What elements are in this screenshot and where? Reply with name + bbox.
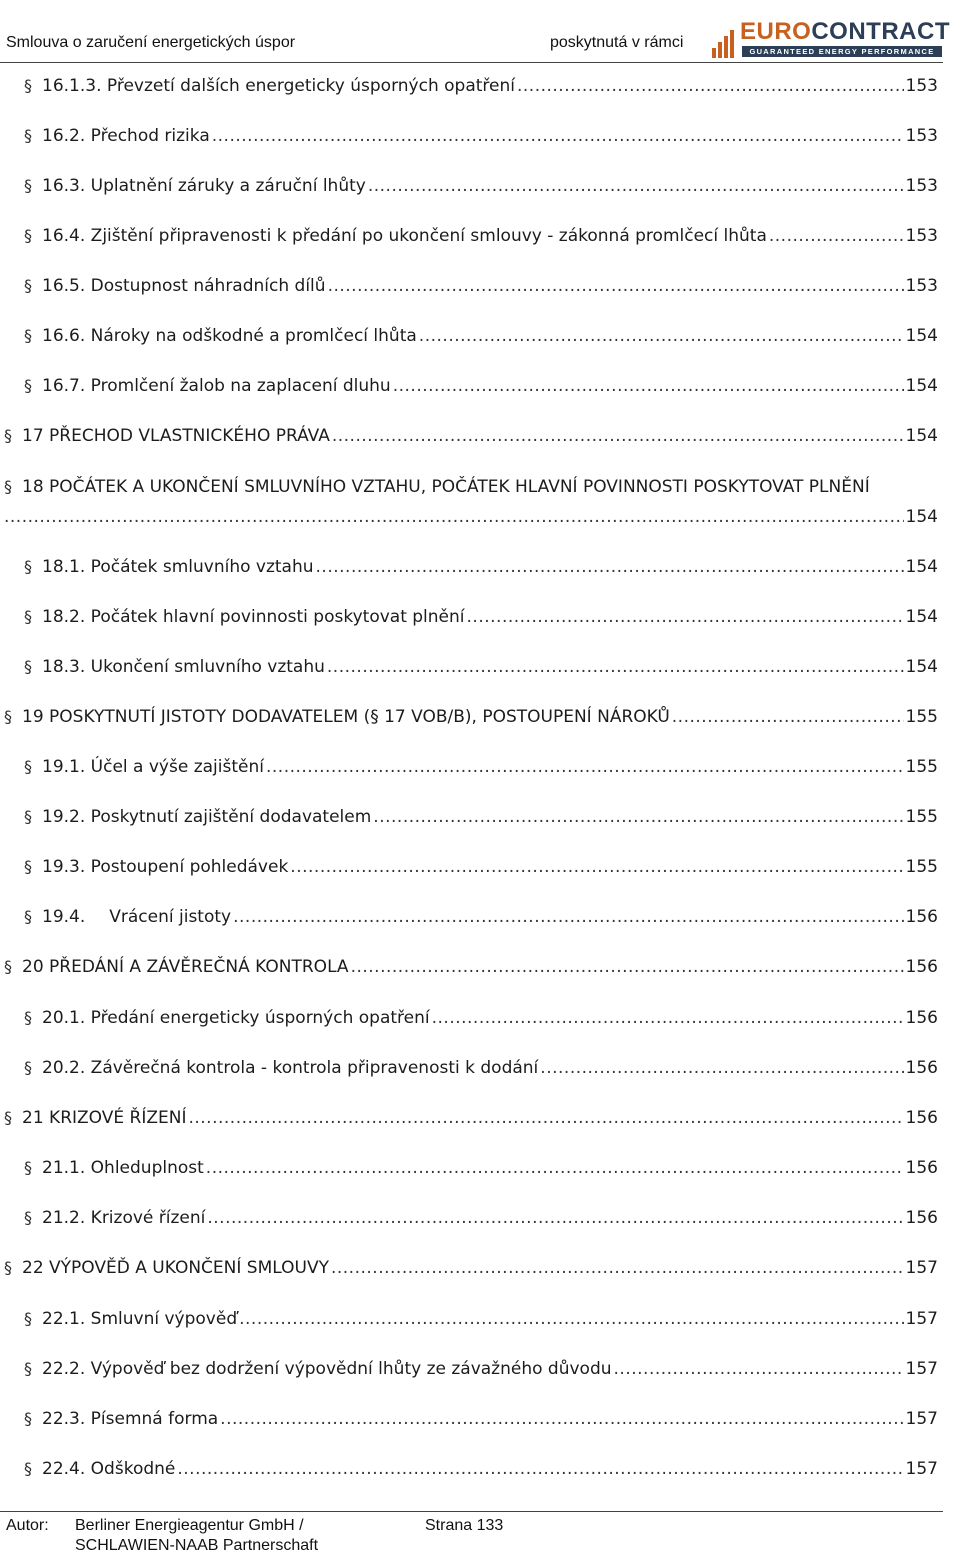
section-sign-icon: §: [24, 76, 32, 95]
toc-entry[interactable]: [0, 957, 938, 989]
toc-entry[interactable]: [0, 607, 938, 639]
toc-entry[interactable]: [0, 1409, 938, 1441]
section-sign-icon: §: [24, 1158, 32, 1177]
toc-page-number: 153: [905, 126, 938, 146]
toc-entry[interactable]: [0, 1258, 938, 1290]
section-sign-icon: §: [24, 657, 32, 676]
toc-entry-title: 20.1. Předání energeticky úsporných opatření: [42, 1008, 430, 1028]
toc-page-number: 156: [905, 907, 938, 927]
toc-entry-title: 21 KRIZOVÉ ŘÍZENÍ: [22, 1108, 187, 1128]
section-sign-icon: §: [24, 1409, 32, 1428]
toc-leader: [328, 276, 904, 296]
toc-leader: [207, 1208, 903, 1228]
toc-leader: [239, 1309, 903, 1329]
toc-leader: [233, 907, 903, 927]
toc-leader: [769, 226, 904, 246]
toc-page-number: 154: [905, 376, 938, 396]
footer-author-line1: Berliner Energieagentur GmbH /: [75, 1517, 304, 1534]
section-sign-icon: §: [24, 1359, 32, 1378]
eurocontract-logo: [712, 18, 950, 58]
toc-page-number: 157: [905, 1409, 938, 1429]
toc-entry[interactable]: [0, 1158, 938, 1190]
section-sign-icon: §: [4, 477, 12, 496]
section-sign-icon: §: [4, 707, 12, 726]
toc-entry-title: 16.4. Zjištění připravenosti k předání po ukončení smlouvy - zákonná promlčecí lhůta: [42, 226, 767, 246]
toc-entry-title: 18 POČÁTEK A UKONČENÍ SMLUVNÍHO VZTAHU, POČÁTEK HLAVNÍ POVINNOSTI POSKYTOVAT PLNĚNÍ: [22, 477, 870, 497]
toc-entry-title: 22.1. Smluvní výpověď: [42, 1309, 238, 1329]
toc-leader: [419, 326, 904, 346]
section-sign-icon: §: [24, 1208, 32, 1227]
toc-leader: [177, 1459, 903, 1479]
toc-entry-title: 19.4. Vrácení jistoty: [42, 907, 232, 927]
section-sign-icon: §: [24, 907, 32, 926]
section-sign-icon: §: [4, 426, 12, 445]
toc-entry[interactable]: [0, 907, 938, 939]
toc-page-number: 153: [905, 226, 938, 246]
toc-page-number: 153: [905, 76, 938, 96]
logo-tagline: GUARANTEED ENERGY PERFORMANCE: [742, 46, 942, 57]
toc-entry[interactable]: [0, 126, 938, 158]
section-sign-icon: §: [24, 376, 32, 395]
section-sign-icon: §: [24, 1309, 32, 1328]
toc-leader: [327, 657, 904, 677]
toc-leader: [517, 76, 904, 96]
toc-leader: [266, 757, 904, 777]
toc-leader: [432, 1008, 904, 1028]
toc-leader: [331, 1258, 904, 1278]
section-sign-icon: §: [24, 757, 32, 776]
toc-page-number: 156: [905, 1108, 938, 1128]
toc-entry[interactable]: [0, 326, 938, 358]
toc-leader: [393, 376, 904, 396]
toc-page-number: 156: [905, 957, 938, 977]
toc-entry-title: 16.6. Nároky na odškodné a promlčecí lhůta: [42, 326, 417, 346]
section-sign-icon: §: [24, 807, 32, 826]
toc-page-number: 155: [905, 807, 938, 827]
toc-entry[interactable]: [0, 807, 938, 839]
toc-entry-title: 17 PŘECHOD VLASTNICKÉHO PRÁVA: [22, 426, 330, 446]
toc-entry-title: 22 VÝPOVĚĎ A UKONČENÍ SMLOUVY: [22, 1258, 329, 1278]
toc-page-number: 155: [905, 757, 938, 777]
toc-entry-title: 20 PŘEDÁNÍ A ZÁVĚREČNÁ KONTROLA: [22, 957, 349, 977]
toc-entry[interactable]: [0, 376, 938, 408]
toc-entry-title: 21.1. Ohleduplnost: [42, 1158, 204, 1178]
toc-entry[interactable]: [0, 657, 938, 689]
footer-divider: [0, 1511, 943, 1512]
section-sign-icon: §: [4, 957, 12, 976]
toc-entry[interactable]: [0, 76, 938, 108]
toc-entry-title: 19.1. Účel a výše zajištění: [42, 757, 264, 777]
toc-entry[interactable]: [0, 1108, 938, 1140]
toc-entry-title: 16.7. Promlčení žalob na zaplacení dluhu: [42, 376, 391, 396]
toc-entry-title: 18.1. Počátek smluvního vztahu: [42, 557, 314, 577]
toc-entry[interactable]: [0, 1309, 938, 1341]
toc-entry-title: 18.3. Ukončení smluvního vztahu: [42, 657, 325, 677]
toc-leader: [614, 1359, 904, 1379]
toc-entry-title: 22.2. Výpověď bez dodržení výpovědní lhůty ze závažného důvodu: [42, 1359, 612, 1379]
toc-leader: [220, 1409, 903, 1429]
toc-entry-continuation[interactable]: [0, 507, 938, 539]
page-footer: [0, 1508, 960, 1553]
section-sign-icon: §: [24, 276, 32, 295]
toc-leader: [188, 1108, 903, 1128]
page-header: [0, 0, 960, 64]
toc-leader: [672, 707, 904, 727]
toc-page-number: 157: [905, 1359, 938, 1379]
toc-leader: [540, 1058, 903, 1078]
toc-entry[interactable]: [0, 1208, 938, 1240]
toc-page-number: 154: [905, 557, 938, 577]
section-sign-icon: §: [24, 1008, 32, 1027]
toc-entry[interactable]: [0, 477, 938, 509]
toc-entry-title: 20.2. Závěrečná kontrola - kontrola připravenosti k dodání: [42, 1058, 539, 1078]
logo-bars-icon: [712, 28, 738, 58]
toc-entry[interactable]: [0, 426, 938, 458]
toc-leader: [373, 807, 903, 827]
footer-author-label: Autor:: [6, 1517, 49, 1534]
toc-entry[interactable]: [0, 1359, 938, 1391]
toc-entry-title: 22.4. Odškodné: [42, 1459, 176, 1479]
toc-entry-title: 16.3. Uplatnění záruky a záruční lhůty: [42, 176, 366, 196]
toc-page-number: 156: [905, 1208, 938, 1228]
toc-leader: [206, 1158, 904, 1178]
toc-entry[interactable]: [0, 276, 938, 308]
toc-leader: [368, 176, 904, 196]
toc-page-number: 153: [905, 176, 938, 196]
toc-page-number: 156: [905, 1008, 938, 1028]
section-sign-icon: §: [24, 557, 32, 576]
toc-page-number: 155: [905, 857, 938, 877]
toc-leader: [316, 557, 904, 577]
toc-entry-title: 19.3. Postoupení pohledávek: [42, 857, 289, 877]
toc-leader: [212, 126, 904, 146]
toc-page-number: 154: [905, 657, 938, 677]
toc-leader: [4, 507, 904, 527]
logo-wordmark: EUROCONTRACT: [740, 18, 950, 45]
section-sign-icon: §: [24, 1058, 32, 1077]
header-document-title: Smlouva o zaručení energetických úspor: [6, 34, 296, 51]
header-divider: [0, 62, 943, 63]
toc-entry[interactable]: [0, 1459, 938, 1491]
section-sign-icon: §: [4, 1108, 12, 1127]
section-sign-icon: §: [4, 1258, 12, 1277]
section-sign-icon: §: [24, 226, 32, 245]
toc-entry[interactable]: [0, 857, 938, 889]
toc-page-number: 154: [905, 607, 938, 627]
toc-page-number: 154: [905, 326, 938, 346]
toc-entry[interactable]: [0, 707, 938, 739]
toc-entry-title: 16.2. Přechod rizika: [42, 126, 210, 146]
toc-entry-title: 19 POSKYTNUTÍ JISTOTY DODAVATELEM (§ 17 VOB/B), POSTOUPENÍ NÁROKŮ: [22, 707, 670, 727]
toc-page-number: 156: [905, 1158, 938, 1178]
toc-entry-title: 19.2. Poskytnutí zajištění dodavatelem: [42, 807, 372, 827]
section-sign-icon: §: [24, 126, 32, 145]
toc-entry[interactable]: [0, 176, 938, 208]
toc-page-number: 153: [905, 276, 938, 296]
toc-leader: [290, 857, 903, 877]
toc-page-number: 154: [905, 426, 938, 446]
toc-page-number: 157: [905, 1459, 938, 1479]
toc-entry[interactable]: [0, 557, 938, 589]
toc-entry[interactable]: [0, 757, 938, 789]
toc-entry[interactable]: [0, 1008, 938, 1040]
toc-entry[interactable]: [0, 1058, 938, 1090]
section-sign-icon: §: [24, 857, 32, 876]
section-sign-icon: §: [24, 176, 32, 195]
section-sign-icon: §: [24, 326, 32, 345]
toc-page-number: 157: [905, 1258, 938, 1278]
toc-entry-title: 16.1.3. Převzetí dalších energeticky úsporných opatření: [42, 76, 515, 96]
toc-entry-title: 16.5. Dostupnost náhradních dílů: [42, 276, 326, 296]
toc-leader: [332, 426, 904, 446]
toc-entry[interactable]: [0, 226, 938, 258]
toc-leader: [351, 957, 904, 977]
toc-page-number: 157: [905, 1309, 938, 1329]
toc-entry-title: 22.3. Písemná forma: [42, 1409, 219, 1429]
toc-page-number: 154: [905, 507, 938, 527]
section-sign-icon: §: [24, 607, 32, 626]
toc-entry-title: 21.2. Krizové řízení: [42, 1208, 206, 1228]
toc-entry-title: 18.2. Počátek hlavní povinnosti poskytovat plnění: [42, 607, 465, 627]
toc-page-number: 155: [905, 707, 938, 727]
footer-author-line2: SCHLAWIEN-NAAB Partnerschaft: [75, 1537, 319, 1554]
section-sign-icon: §: [24, 1459, 32, 1478]
footer-page-number: Strana 133: [425, 1517, 504, 1534]
header-subtitle: poskytnutá v rámci: [550, 34, 684, 51]
toc-leader: [467, 607, 904, 627]
toc-page-number: 156: [905, 1058, 938, 1078]
